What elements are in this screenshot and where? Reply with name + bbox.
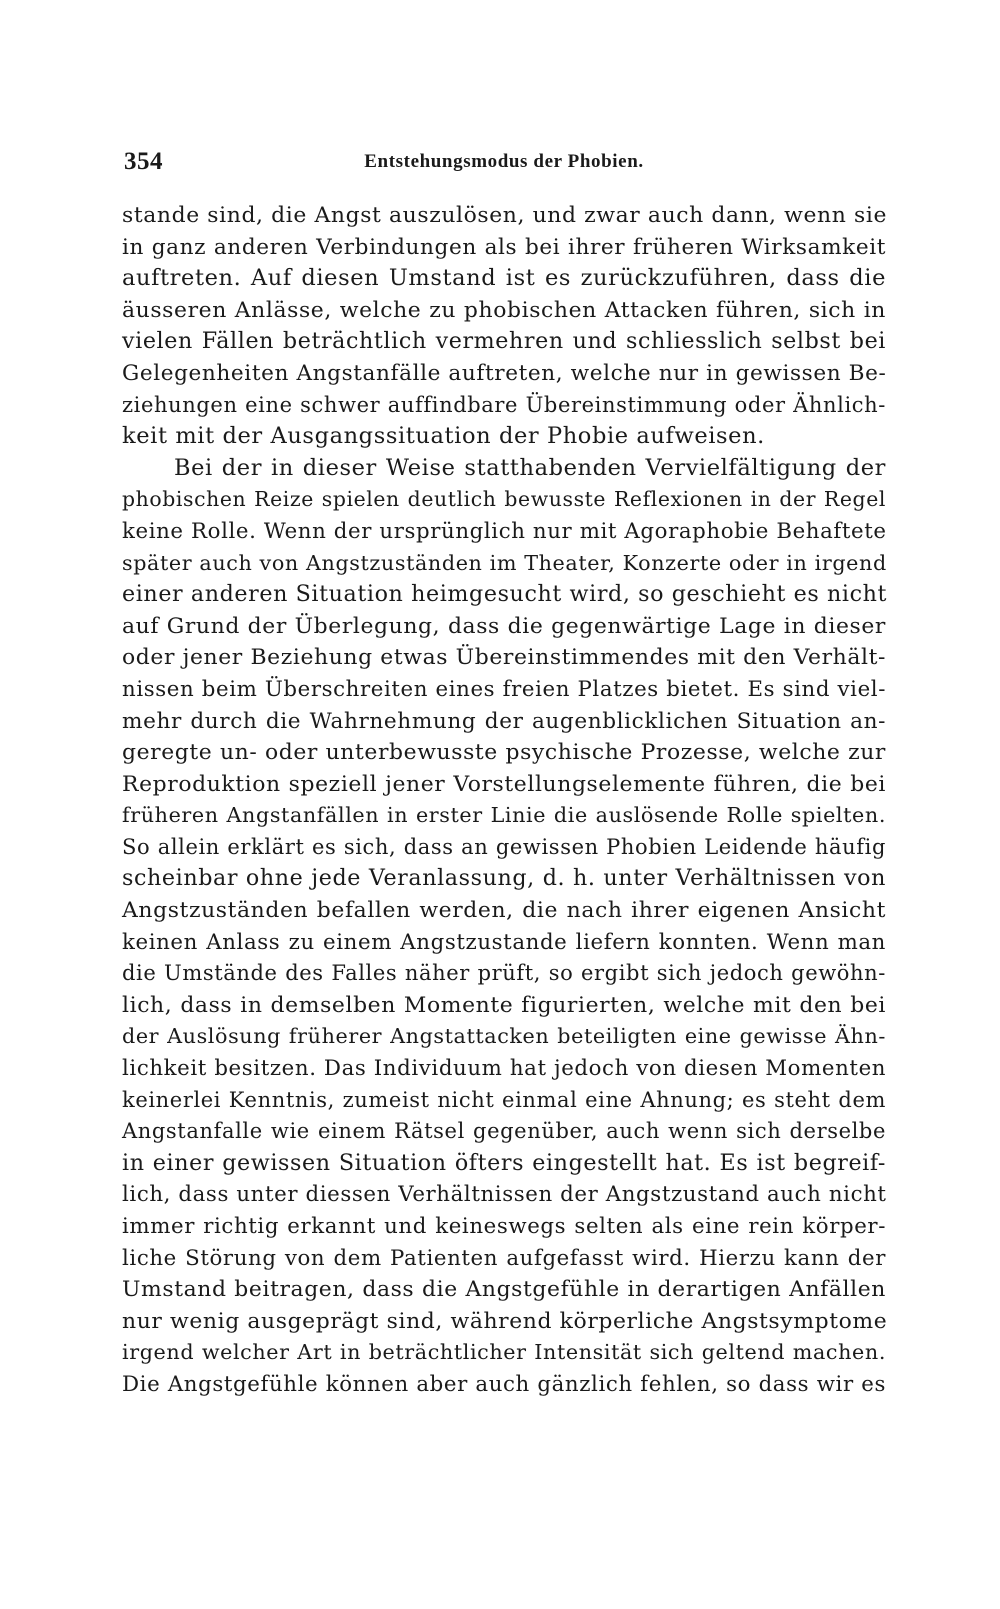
text-line: in ganz anderen Verbindungen als bei ihrer früheren Wirksamkeit <box>122 234 886 260</box>
text-line: auftreten. Auf diesen Umstand ist es zurückzuführen, dass die <box>122 265 886 292</box>
text-line: früheren Angstanfällen in erster Linie die auslösende Rolle spielten. <box>122 803 886 828</box>
text-line: nur wenig ausgeprägt sind, während körperliche Angstsymptome <box>122 1308 888 1334</box>
text-line: mehr durch die Wahrnehmung der augenblicklichen Situation an- <box>122 708 886 734</box>
text-line: der Auslösung früherer Angstattacken beteiligten eine gewisse Ähn- <box>122 1024 886 1049</box>
text-line: in einer gewissen Situation öfters eingestellt hat. Es ist begreif- <box>122 1149 886 1176</box>
text-line: keinen Anlass zu einem Angstzustande liefern konnten. Wenn man <box>122 929 886 955</box>
page-header <box>124 148 884 178</box>
text-line: lich, dass unter diessen Verhältnissen der Angstzustand auch nicht <box>122 1182 887 1208</box>
text-line: auf Grund der Überlegung, dass die gegenwärtige Lage in dieser <box>122 613 886 639</box>
running-title: Entstehungsmodus der Phobien. <box>364 151 644 172</box>
text-line: Die Angstgefühle können aber auch gänzlich fehlen, so dass wir es <box>122 1371 886 1397</box>
text-line: phobischen Reize spielen deutlich bewusste Reflexionen in der Regel <box>122 487 886 512</box>
text-line: oder jener Beziehung etwas Übereinstimmendes mit den Verhält- <box>122 645 886 671</box>
text-line: äusseren Anlässe, welche zu phobischen Attacken führen, sich in <box>122 297 886 323</box>
page-number: 354 <box>124 148 163 175</box>
text-line: einer anderen Situation heimgesucht wird, so geschieht es nicht <box>122 581 888 608</box>
text-line: keit mit der Ausgangssituation der Phobie aufweisen. <box>122 423 765 450</box>
text-line: später auch von Angstzuständen im Theater, Konzerte oder in irgend <box>122 550 887 575</box>
text-line: Umstand beitragen, dass die Angstgefühle in derartigen Anfällen <box>122 1277 886 1303</box>
text-line: keine Rolle. Wenn der ursprünglich nur mit Agoraphobie Behaftete <box>122 518 887 544</box>
text-line: nissen beim Überschreiten eines freien Platzes bietet. Es sind viel- <box>122 676 886 702</box>
text-line: Angstzuständen befallen werden, die nach ihrer eigenen Ansicht <box>122 898 886 924</box>
text-line: immer richtig erkannt und keineswegs selten als eine rein körper- <box>122 1214 886 1239</box>
text-line: irgend welcher Art in beträchtlicher Intensität sich geltend machen. <box>122 1340 886 1365</box>
text-line: Gelegenheiten Angstanfälle auftreten, welche nur in gewissen Be- <box>122 360 887 386</box>
body-text <box>122 200 886 1401</box>
text-line: So allein erklärt es sich, dass an gewissen Phobien Leidende häufig <box>122 834 886 859</box>
text-line: ziehungen eine schwer auffindbare Übereinstimmung oder Ähnlich- <box>122 392 886 417</box>
text-line: liche Störung von dem Patienten aufgefasst wird. Hierzu kann der <box>122 1245 886 1271</box>
text-line: lich, dass in demselben Momente figurierten, welche mit den bei <box>122 992 886 1018</box>
text-line: die Umstände des Falles näher prüft, so ergibt sich jedoch gewöhn- <box>122 961 886 986</box>
paragraph-start-line: Bei der in dieser Weise statthabenden Vervielfältigung der <box>174 454 886 481</box>
text-line: stande sind, die Angst auszulösen, und zwar auch dann, wenn sie <box>122 203 888 228</box>
text-line: lichkeit besitzen. Das Individuum hat jedoch von diesen Momenten <box>122 1056 887 1082</box>
text-line: geregte un- oder unterbewusste psychische Prozesse, welche zur <box>122 740 886 766</box>
text-line: Reproduktion speziell jener Vorstellungselemente führen, die bei <box>122 771 886 797</box>
text-line: Angstanfalle wie einem Rätsel gegenüber, auch wenn sich derselbe <box>122 1119 886 1144</box>
text-line: vielen Fällen beträchtlich vermehren und schliesslich selbst bei <box>122 328 886 355</box>
text-line: keinerlei Kenntnis, zumeist nicht einmal eine Ahnung; es steht dem <box>122 1087 886 1112</box>
text-line: scheinbar ohne jede Veranlassung, d. h. unter Verhältnissen von <box>122 865 886 892</box>
